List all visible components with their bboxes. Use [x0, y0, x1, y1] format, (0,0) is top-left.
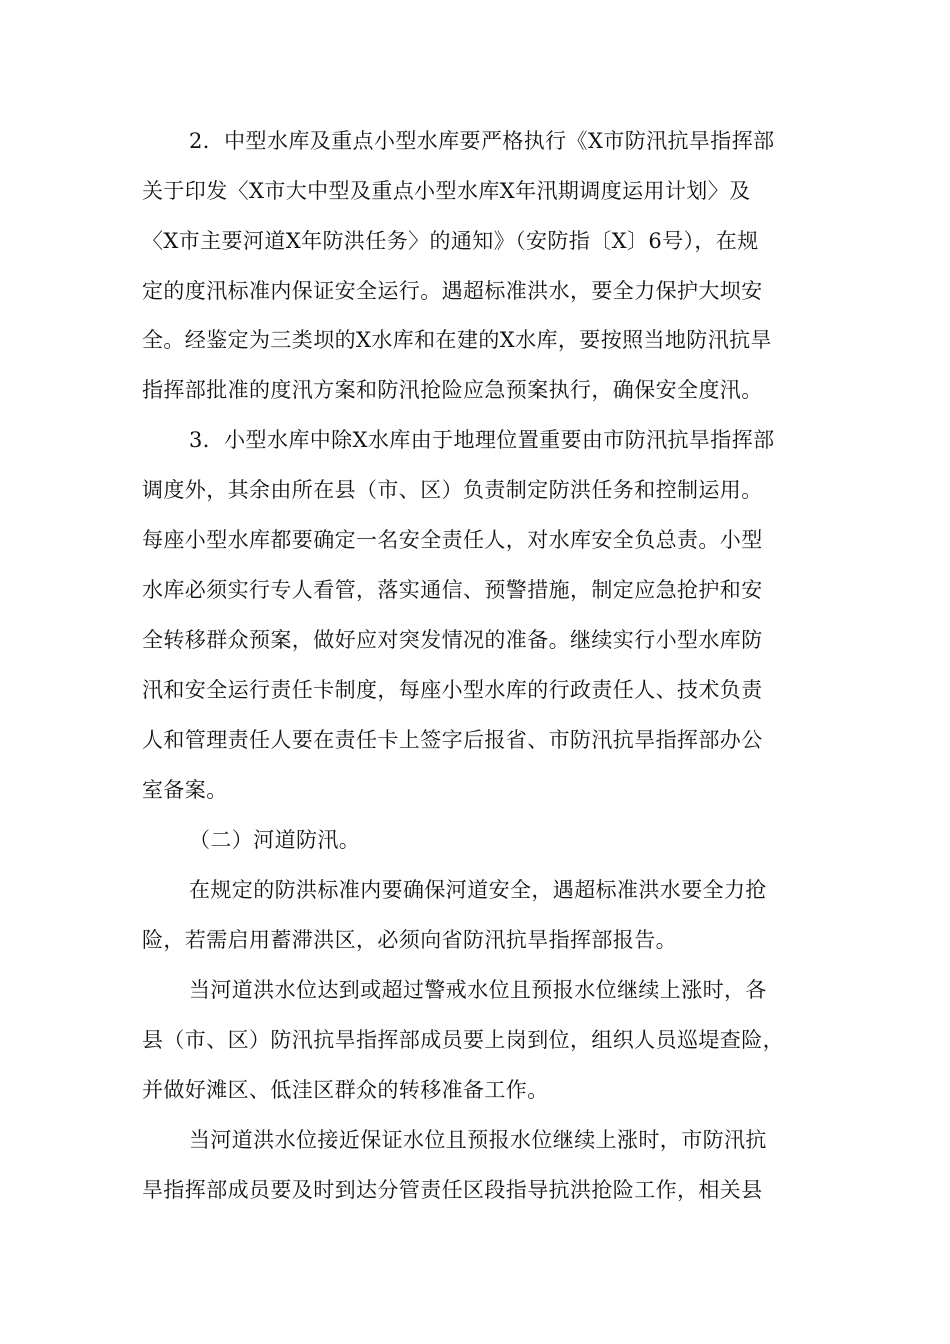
text-line: 汛和安全运行责任卡制度，每座小型水库的行政责任人、技术负责 — [142, 678, 763, 702]
text-line: 3．小型水库中除X水库由于地理位置重要由市防汛抗旱指挥部 — [189, 428, 775, 452]
text-line: 在规定的防洪标准内要确保河道安全，遇超标准洪水要全力抢 — [189, 878, 767, 902]
text-line: 每座小型水库都要确定一名安全责任人，对水库安全负总责。小型 — [142, 528, 763, 552]
text-line: 当河道洪水位达到或超过警戒水位且预报水位继续上涨时，各 — [189, 978, 767, 1002]
text-line: 2．中型水库及重点小型水库要严格执行《X市防汛抗旱指挥部 — [189, 129, 775, 153]
text-line: 定的度汛标准内保证安全运行。遇超标准洪水，要全力保护大坝安 — [142, 279, 763, 303]
text-line: 关于印发〈X市大中型及重点小型水库X年汛期调度运用计划〉及 — [142, 179, 751, 203]
text-line: 调度外，其余由所在县（市、区）负责制定防洪任务和控制运用。 — [142, 478, 763, 502]
text-line: 全。经鉴定为三类坝的X水库和在建的X水库，要按照当地防汛抗旱 — [142, 328, 772, 352]
text-line: 〈X市主要河道X年防洪任务〉的通知》（安防指〔X〕6号），在规 — [142, 229, 759, 253]
text-line: 并做好滩区、低洼区群众的转移准备工作。 — [142, 1078, 549, 1102]
text-line: 县（市、区）防汛抗旱指挥部成员要上岗到位，组织人员巡堤查险， — [142, 1028, 784, 1052]
text-line: 当河道洪水位接近保证水位且预报水位继续上涨时，市防汛抗 — [189, 1128, 767, 1152]
text-line: 指挥部批准的度汛方案和防汛抢险应急预案执行，确保安全度汛。 — [142, 378, 763, 402]
text-line: 水库必须实行专人看管，落实通信、预警措施，制定应急抢护和安 — [142, 578, 763, 602]
text-line: 全转移群众预案，做好应对突发情况的准备。继续实行小型水库防 — [142, 628, 763, 652]
text-line: 险，若需启用蓄滞洪区，必须向省防汛抗旱指挥部报告。 — [142, 928, 677, 952]
text-line: 人和管理责任人要在责任卡上签字后报省、市防汛抗旱指挥部办公 — [142, 728, 763, 752]
section-heading: （二）河道防汛。 — [189, 828, 361, 852]
text-line: 室备案。 — [142, 778, 228, 802]
text-line: 旱指挥部成员要及时到达分管责任区段指导抗洪抢险工作，相关县 — [142, 1178, 763, 1202]
